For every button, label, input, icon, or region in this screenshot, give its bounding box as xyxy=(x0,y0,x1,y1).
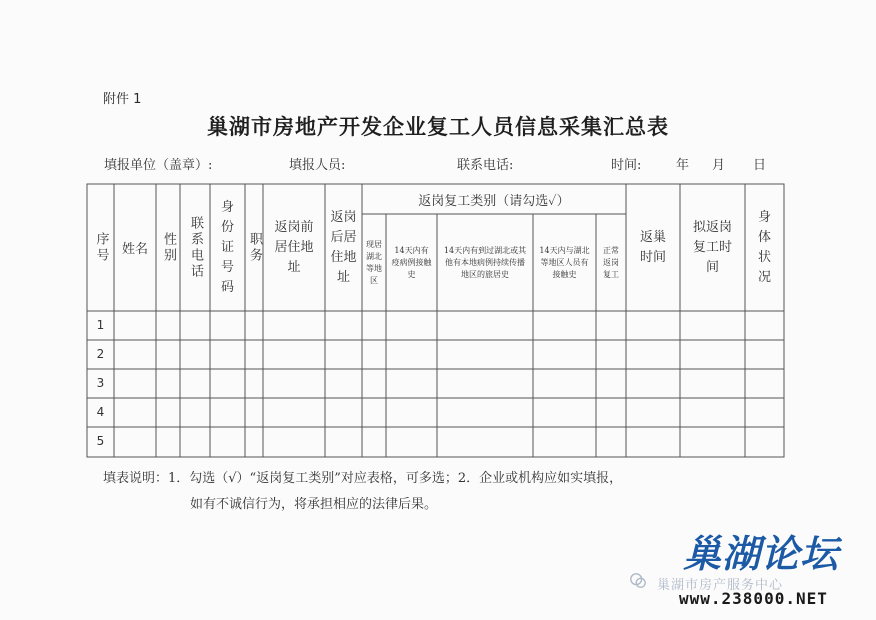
fill-time-label: 时间: xyxy=(611,158,642,173)
header-seq: 序号 xyxy=(93,231,109,264)
fill-day-label: 日 xyxy=(753,158,767,173)
header-job: 职务 xyxy=(247,231,262,264)
watermark-url: www.238000.NET xyxy=(679,589,828,608)
header-gender: 性别 xyxy=(161,231,176,264)
header-pre-address: 返岗前居住地址 xyxy=(274,219,314,275)
attachment-label: 附件 1 xyxy=(103,92,142,107)
watermark-logo: 巢湖论坛 xyxy=(683,532,840,576)
row-number: 5 xyxy=(96,434,105,448)
watermark-account: 巢湖市房产服务中心 xyxy=(657,578,784,593)
header-health: 身体状况 xyxy=(757,209,771,285)
header-plan-time: 拟返岗复工时间 xyxy=(692,219,732,275)
header-cat-hubei-contact: 14天内与湖北等地区人员有接触史 xyxy=(539,245,590,279)
header-cat-travel-history: 14天内有到过湖北或其他有本地病例持续传播地区的旅居史 xyxy=(443,245,527,279)
header-name: 姓名 xyxy=(121,242,148,257)
row-number: 2 xyxy=(96,347,105,361)
note-line-1: 填表说明：1．勾选（√）“返岗复工类别”对应表格，可多选；2．企业或机构应如实填报， xyxy=(103,471,623,486)
header-return-time: 返巢时间 xyxy=(639,229,666,265)
row-number: 4 xyxy=(96,405,105,419)
header-cat-case-contact: 14天内有疫病例接触史 xyxy=(391,245,432,279)
wechat-icon xyxy=(629,572,647,590)
fill-unit-label: 填报单位（盖章）: xyxy=(104,158,213,173)
header-post-address: 返岗后居住地址 xyxy=(330,209,357,285)
note-line-2: 如有不诚信行为，将承担相应的法律后果。 xyxy=(190,497,438,512)
fill-person-label: 填报人员: xyxy=(289,158,346,173)
fill-phone-label: 联系电话: xyxy=(457,158,514,173)
header-phone: 联系电话 xyxy=(188,215,203,280)
header-cat-hubei-resident: 现居湖北等地区 xyxy=(366,239,382,285)
header-category: 返岗复工类别（请勾选✓） xyxy=(418,193,570,209)
fill-year-label: 年 xyxy=(676,158,690,173)
header-cat-normal-return: 正常返岗复工 xyxy=(603,245,619,279)
row-number: 3 xyxy=(96,376,105,390)
header-id: 身份证号码 xyxy=(220,199,234,295)
row-number: 1 xyxy=(96,318,105,332)
document-title: 巢湖市房地产开发企业复工人员信息采集汇总表 xyxy=(207,114,669,139)
fill-month-label: 月 xyxy=(712,158,726,173)
